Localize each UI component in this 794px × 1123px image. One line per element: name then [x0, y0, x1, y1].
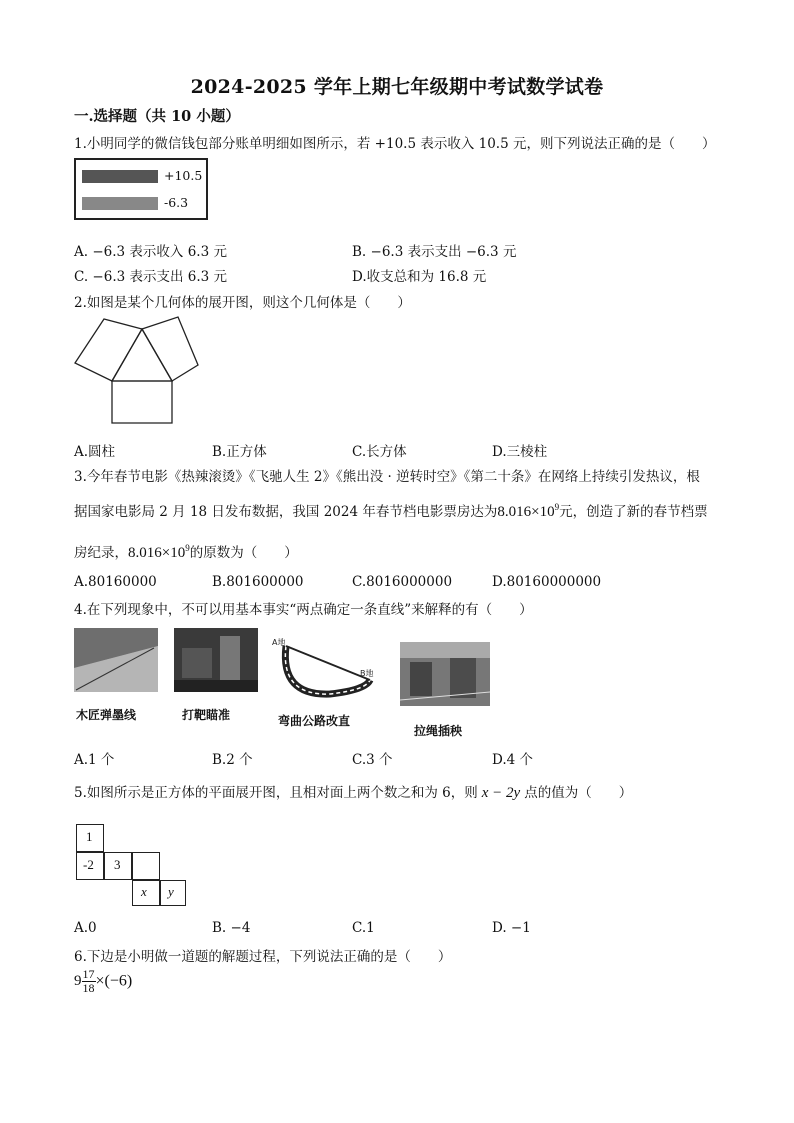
q4-caption-4: 拉绳插秧 — [414, 724, 463, 738]
q4-caption-2: 打靶瞄准 — [182, 708, 231, 722]
q1-stem: 1.小明同学的微信钱包部分账单明细如图所示，若 +10.5 表示收入 10.5 元，则下列说法正确的是（ ） — [74, 136, 716, 152]
q5-cell-3: 3 — [114, 857, 121, 872]
section-heading: 一.选择题（共 10 小题） — [74, 108, 240, 125]
q2-option-d: D.三棱柱 — [492, 444, 548, 460]
q5-option-c: C.1 — [352, 920, 375, 936]
q1-option-b: B. −6.3 表示支出 −6.3 元 — [352, 244, 517, 260]
q4-road-label-b: B地 — [360, 669, 374, 678]
q1-bill-amount-income: +10.5 — [164, 168, 203, 183]
q4-photo-carpenter — [74, 628, 158, 692]
q3-option-c: C.8016000000 — [352, 574, 453, 590]
q5-cell-2: -2 — [83, 857, 94, 872]
q3-option-d: D.80160000000 — [492, 574, 602, 590]
q5-option-b: B. −4 — [212, 920, 251, 936]
q5-cell-1: 1 — [86, 829, 93, 844]
q5-option-d: D. −1 — [492, 920, 531, 936]
q6-stem: 6.下边是小明做一道题的解题过程，下列说法正确的是（ ） — [74, 949, 452, 965]
q1-option-a: A. −6.3 表示收入 6.3 元 — [74, 244, 227, 260]
q4-road-figure — [270, 636, 382, 700]
q4-option-c: C.3 个 — [352, 752, 393, 768]
q5-stem: 5.如图所示是正方体的平面展开图，且相对面上两个数之和为 6，则 x − 2y 点的值为（ ） — [74, 785, 633, 801]
q4-caption-1: 木匠弹墨线 — [76, 708, 137, 722]
q1-option-c: C. −6.3 表示支出 6.3 元 — [74, 269, 228, 285]
q1-option-d: D.收支总和为 16.8 元 — [352, 269, 487, 285]
q4-stem: 4.在下列现象中，不可以用基本事实“两点确定一条直线”来解释的有（ ） — [74, 602, 533, 618]
q5-cube-net — [74, 822, 186, 906]
q1-bill-bar-income — [82, 170, 158, 183]
q1-bill-bar-expense — [82, 197, 158, 210]
page-title: 2024-2025 学年上期七年级期中考试数学试卷 — [190, 76, 604, 98]
q2-net-bottom-rect — [112, 381, 172, 423]
q4-option-b: B.2 个 — [212, 752, 253, 768]
q2-option-b: B.正方体 — [212, 444, 267, 460]
q4-option-a: A.1 个 — [74, 752, 115, 768]
q2-option-c: C.长方体 — [352, 444, 407, 460]
q2-net-figure — [70, 313, 220, 431]
q3-sci-notation-2: $8.016\times 10^9$ — [128, 543, 190, 561]
q3-line1: 3.今年春节电影《热辣滚烫》《飞驰人生 2》《熊出没 · 逆转时空》《第二十条》在网络上持续引发热议，根 — [74, 469, 700, 485]
q5-cell-5: y — [168, 884, 174, 899]
q3-line2-text: 据国家电影局 2 月 18 日发布数据，我国 2024 年春节档电影票房达为 — [74, 504, 498, 520]
q3-sci-notation: $8.016\times 10^9$ — [497, 502, 560, 520]
q6-times: ×(−6) — [95, 972, 133, 990]
q1-bill-figure — [74, 158, 208, 220]
q2-net-right-rect — [142, 317, 198, 381]
q4-road-label-a: A地 — [272, 638, 286, 647]
q4-caption-3: 弯曲公路改直 — [278, 714, 351, 728]
q2-net-triangle — [112, 329, 172, 381]
q4-option-d: D.4 个 — [492, 752, 534, 768]
q5-expression: x − 2y — [481, 785, 521, 801]
q3-line3: 房纪录，$8.016\times 10^9$的原数为（ ） — [74, 543, 298, 561]
q4-photo-shooting — [174, 628, 258, 692]
q3-option-b: B.801600000 — [212, 574, 304, 590]
q6-expression — [74, 968, 132, 995]
q2-option-a: A.圆柱 — [74, 444, 116, 460]
q1-bill-amount-expense: -6.3 — [164, 195, 189, 210]
q2-stem: 2.如图是某个几何体的展开图，则这个几何体是（ ） — [74, 295, 411, 311]
q5-cell-4: x — [141, 884, 147, 899]
q6-whole: 9 — [74, 973, 82, 989]
q3-option-a: A.80160000 — [74, 574, 157, 590]
q3-line2-text-end: 元，创造了新的春节档票 — [559, 504, 708, 520]
q3-line2 — [74, 500, 708, 521]
q6-fraction: $\frac{17}{18}$ — [82, 967, 95, 995]
q5-option-a: A.0 — [74, 920, 97, 936]
q2-net-left-rect — [75, 319, 142, 381]
q4-photo-rice — [400, 642, 490, 706]
